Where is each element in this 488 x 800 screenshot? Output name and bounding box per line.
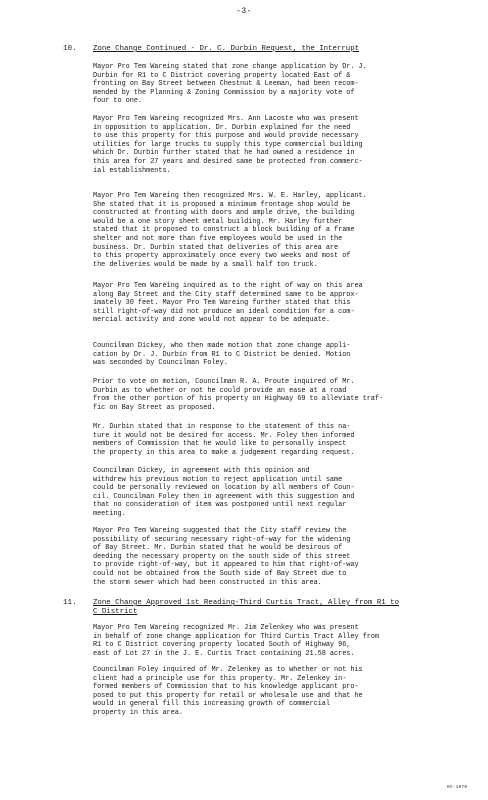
paragraph: Mayor Pro Tem Wareing recognized Mr. Jim Zelenkey who was present in behalf of zone change application for Third Curtis Tract Alley from R1 to C District covering property located South of Highway 96, east of Lot 27 in the J. E. Curtis Tract containing 21.58 acres. (93, 624, 379, 658)
paragraph: Councilman Dickey, in agreement with this opinion and withdrew his previous motion to reject application until same could be personally reviewed on location by all members of Coun- cil. Councilman Foley then in agreement with this suggestion and that no consideration of item was postponed until next regular meeting. (93, 467, 355, 518)
paragraph: Mayor Pro Tem Wareing recognized Mrs. Ann Lacoste who was present in opposition to application. Dr. Durbin explained for the need to use this property for this purpose and would provide necessary utilities for large trucks to supply this type commercial building which Dr. Durbin further stated that he had owned a residence in this area for 27 years and desired same be protected from commerc- ial establishments. (93, 115, 363, 175)
paragraph: Mayor Pro Tem Wareing stated that zone change application by Dr. J. Durbin for R1 to C District covering property located East of & fronting on Bay Street between Chestnut & Leeman, had been recom- mended by the Planning & Zoning Commission by a majority vote of four to one. (93, 63, 367, 106)
paragraph: Mayor Pro Tem Wareing suggested that the City staff review the possibility of securing necessary right-of-way for the widening of Bay Street. Mr. Durbin stated that he would be desirous of deeding the necessary property on the south side of this street to provide right-of-way, but it appeared to him that right-of-way could not be obtained from the South side of Bay Street due to the storm sewer which had been constructed in this area. (93, 527, 359, 587)
item-number: 11. (63, 599, 77, 607)
item-number: 10. (63, 45, 77, 53)
document-stamp: RC-1970 (447, 785, 468, 790)
paragraph: Prior to vote on motion, Councilman R. A. Proute inquired of Mr. Durbin as to whether or not he could provide an ease at a road from the other portion of his property on Highway 69 to alleviate traf- fic on Bay Street as proposed. (93, 378, 384, 412)
item-title: Zone Change Continued - Dr. C. Durbin Request, the Interrupt (93, 45, 360, 53)
item-title: Zone Change Approved 1st Reading-Third Curtis Tract, Alley from R1 to (93, 599, 400, 607)
page-number: -3- (236, 7, 252, 16)
item-title-continued: C District (93, 608, 138, 616)
paragraph: Councilman Dickey, who then made motion that zone change appli- cation by Dr. J. Durbin from R1 to C District be denied. Motion was seconded by Councilman Foley. (93, 342, 351, 368)
paragraph: Mr. Durbin stated that in response to the statement of this na- ture it would not be desired for access. Mr. Foley then informed members of Commission that he would like to personally inspect the property in this area to make a judgement regarding request. (93, 423, 355, 457)
paragraph: Mayor Pro Tem Wareing inquired as to the right of way on this area along Bay Street and the City staff determined same to be approx- imately 30 feet. Mayor Pro Tem Wareing further stated that this still right-of-way did not produce an ideal condition for a com- mercial activity and zone would not appear to be adequate. (93, 282, 363, 325)
paragraph: Councilman Foley inquired of Mr. Zelenkey as to whether or not his client had a principle use for this property. Mr. Zelenkey in- formed members of Commission that to his knowledge applicant pro- posed to put this property for retail or wholesale use and that he would in general fill this increasing growth of commercial property in this area. (93, 666, 363, 717)
paragraph: Mayor Pro Tem Wareing then recognized Mrs. W. E. Harley, applicant. She stated that it is proposed a minimum frontage shop would be constructed at fronting with doors and ample drive, the building would be a one story sheet metal building. Mr. Harley further stated that it proposed to construct a block building of a frame shelter and not more than five employees would be used in the business. Dr. Durbin stated that deliveries of this area are to this property approximately once every two weeks and most of the deliveries would be made by a small half ton truck. (93, 192, 367, 269)
